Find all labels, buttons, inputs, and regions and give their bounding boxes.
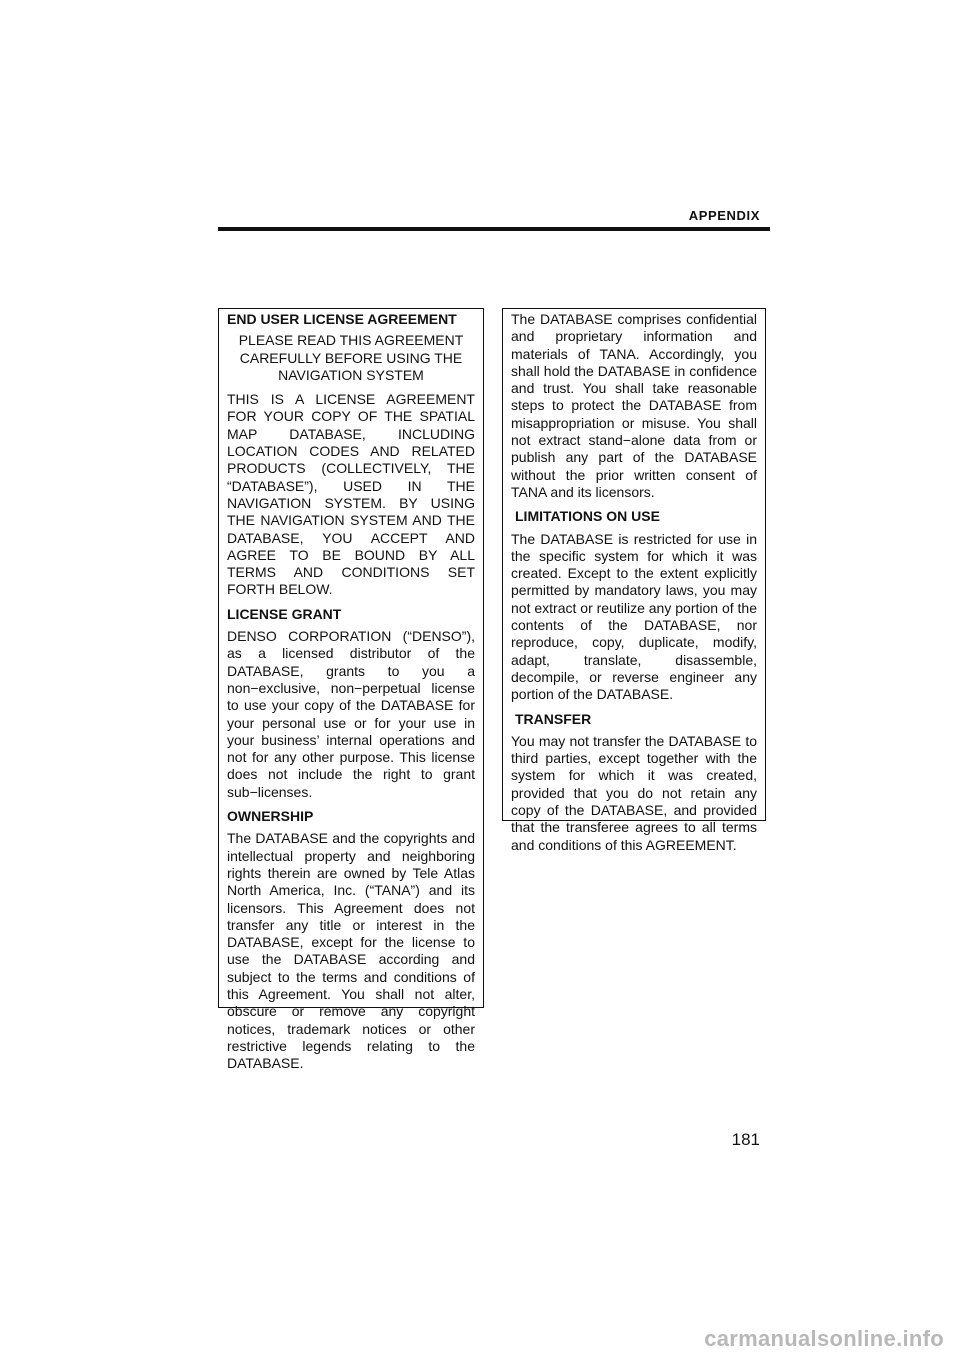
read-notice: PLEASE READ THIS AGREEMENT CAREFULLY BEFORE USING THE NAVIGATION SYSTEM bbox=[238, 332, 464, 383]
agreement-title: END USER LICENSE AGREEMENT bbox=[227, 311, 457, 327]
license-column-left bbox=[218, 308, 484, 1072]
transfer-heading: TRANSFER bbox=[515, 710, 592, 727]
watermark: carmanualsonline.info bbox=[704, 1326, 944, 1351]
license-grant-heading: LICENSE GRANT bbox=[227, 605, 342, 622]
license-column-right bbox=[502, 308, 766, 853]
license-grant-paragraph: DENSO CORPORATION (“DENSO”), as a licensed distributor of the DATABASE, grants to you a non−exclusive, non−perpetual license to use your copy of the DATABASE for your personal use or for your use in your business’ internal operations and not for any other purpose. This license does not include the right to grant sub−licenses. bbox=[227, 628, 475, 800]
section-header: APPENDIX bbox=[688, 208, 760, 223]
ownership-heading: OWNERSHIP bbox=[227, 808, 314, 825]
confidentiality-paragraph: The DATABASE comprises confidential and proprietary information and materials of TANA. Accordingly, you shall hold the DATABASE in confidence and trust. You shall take reasonable steps to protect the DATABASE from misappropriation or misuse. You shall not extract stand−alone data from or publish any part of the DATABASE without the prior written consent of TANA and its licensors. bbox=[511, 311, 757, 500]
header-rule bbox=[218, 227, 770, 231]
ownership-paragraph: The DATABASE and the copyrights and intellectual property and neighboring rights therein are owned by Tele Atlas North America, Inc. (“TANA”) and its licensors. This Agreement does not transfer any title or interest in the DATABASE, except for the license to use the DATABASE according and subject to the terms and conditions of this Agreement. You shall not alter, obscure or remove any copyright notices, trademark notices or other restrictive legends relating to the DATABASE. bbox=[227, 830, 475, 1072]
limitations-heading: LIMITATIONS ON USE bbox=[515, 508, 660, 525]
limitations-paragraph: The DATABASE is restricted for use in the specific system for which it was created. Except to the extent explicitly permitted by mandatory laws, you may not extract or reutilize any portion of the contents of the DATABASE, nor reproduce, copy, duplicate, modify, adapt, translate, disassemble, decompile, or reverse engineer any portion of the DATABASE. bbox=[511, 530, 757, 703]
transfer-paragraph: You may not transfer the DATABASE to third parties, except together with the system for which it was created, provided that you do not retain any copy of the DATABASE, and provided that the transferee agrees to all terms and conditions of this AGREEMENT. bbox=[511, 732, 757, 853]
page-number: 181 bbox=[731, 1130, 760, 1149]
intro-paragraph: THIS IS A LICENSE AGREEMENT FOR YOUR COPY OF THE SPATIAL MAP DATABASE, INCLUDING LOCATION CODES AND RELATED PRODUCTS (COLLECTIVELY, THE “DATABASE”), USED IN THE NAVIGATION SYSTEM. BY USING THE NAVIGATION SYSTEM AND THE DATABASE, YOU ACCEPT AND AGREE TO BE BOUND BY ALL TERMS AND CONDITIONS SET FORTH BELOW. bbox=[227, 391, 475, 598]
